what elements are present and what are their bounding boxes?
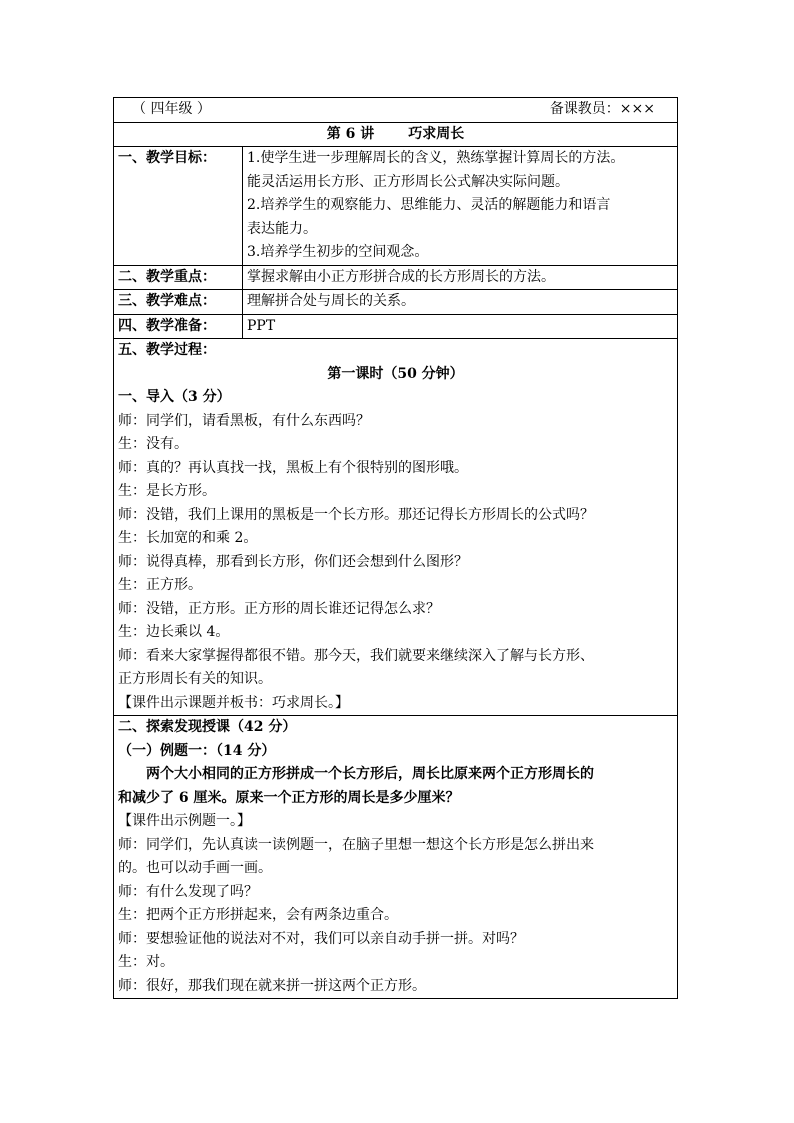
dialogue-line: 生：把两个正方形拼起来，会有两条边重合。 <box>118 907 398 923</box>
session-title: 第一课时（50 分钟） <box>327 365 464 382</box>
example-problem: 和减少了 6 厘米。原来一个正方形的周长是多少厘米？ <box>118 789 460 806</box>
dialogue-line: 师：看来大家掌握得都很不错。那今天，我们就要来继续深入了解与长方形、 <box>118 647 594 664</box>
dialogue-line: 师：真的？再认真找一找，黑板上有个很特别的图形哦。 <box>118 459 468 476</box>
grade-label: （ 四年级 ） <box>132 101 211 117</box>
process-intro-row <box>114 339 678 716</box>
dialogue-line: 师：很好，那我们现在就来拼一拼这两个正方形。 <box>118 977 426 994</box>
dialogue-line: 师：同学们，请看黑板，有什么东西吗？ <box>118 412 370 429</box>
header-cell <box>114 98 678 123</box>
courseware-note: 【课件出示例题一。】 <box>118 813 251 829</box>
process-explore-cell <box>114 716 678 999</box>
lesson-number: 第 6 讲 <box>326 125 375 142</box>
lesson-topic: 巧求周长 <box>408 125 465 142</box>
dialogue-line: 师：同学们，先认真读一读例题一，在脑子里想一想这个长方形是怎么拼出来 <box>118 836 594 853</box>
dialogue-line: 的。也可以动手画一画。 <box>118 860 272 876</box>
lesson-title <box>114 122 678 147</box>
goal-line: 表达能力。 <box>247 220 317 237</box>
intro-title: 一、导入（3 分） <box>118 389 231 405</box>
dialogue-line: 生：边长乘以 4。 <box>118 624 230 640</box>
prep-row <box>114 314 678 339</box>
dialogue-line: 生：正方形。 <box>118 577 202 593</box>
goal-line: 1.使学生进一步理解周长的含义，熟练掌握计算周长的方法。 <box>247 150 625 166</box>
goal-line: 3.培养学生初步的空间观念。 <box>247 244 429 260</box>
difficulty-row <box>114 290 678 315</box>
prep-text: PPT <box>243 314 678 339</box>
goal-line: 能灵活运用长方形、正方形周长公式解决实际问题。 <box>247 173 569 190</box>
courseware-note: 【课件出示课题并板书：巧求周长。】 <box>118 694 349 711</box>
header-row <box>114 98 678 123</box>
difficulty-text: 理解拼合处与周长的关系。 <box>243 290 678 315</box>
dialogue-line: 生：对。 <box>118 954 174 970</box>
dialogue-line: 生：长加宽的和乘 2。 <box>118 530 258 546</box>
difficulty-label: 三、教学难点： <box>114 290 243 315</box>
goal-line: 2.培养学生的观察能力、思维能力、灵活的解题能力和语言 <box>247 197 611 213</box>
focus-label: 二、教学重点： <box>114 265 243 290</box>
dialogue-line: 生：是长方形。 <box>118 483 216 499</box>
title-row <box>114 122 678 147</box>
teacher-label: 备课教员：××× <box>549 101 656 117</box>
dialogue-line: 正方形周长有关的知识。 <box>118 671 272 687</box>
goals-label: 一、教学目标： <box>114 147 243 266</box>
focus-row <box>114 265 678 290</box>
goals-content <box>243 147 678 266</box>
lesson-plan-sheet <box>113 97 677 999</box>
dialogue-line: 师：有什么发现了吗？ <box>118 883 258 900</box>
example-title: （一）例题一：（14 分） <box>118 742 276 759</box>
process-explore-row <box>114 716 678 999</box>
process-intro-cell <box>114 339 678 716</box>
explore-title: 二、探索发现授课（42 分） <box>118 719 297 735</box>
goals-row <box>114 147 678 266</box>
lesson-plan-table <box>113 97 678 999</box>
prep-label: 四、教学准备： <box>114 314 243 339</box>
dialogue-line: 师：没错，我们上课用的黑板是一个长方形。那还记得长方形周长的公式吗？ <box>118 506 594 523</box>
dialogue-line: 师：要想验证他的说法对不对，我们可以亲自动手拼一拼。对吗？ <box>118 930 524 947</box>
example-problem: 两个大小相同的正方形拼成一个长方形后，周长比原来两个正方形周长的 <box>146 766 594 782</box>
focus-text: 掌握求解由小正方形拼合成的长方形周长的方法。 <box>243 265 678 290</box>
dialogue-line: 师：说得真棒，那看到长方形，你们还会想到什么图形？ <box>118 553 468 570</box>
dialogue-line: 师：没错，正方形。正方形的周长谁还记得怎么求？ <box>118 600 440 617</box>
dialogue-line: 生：没有。 <box>118 436 188 452</box>
process-label: 五、教学过程： <box>118 342 216 358</box>
